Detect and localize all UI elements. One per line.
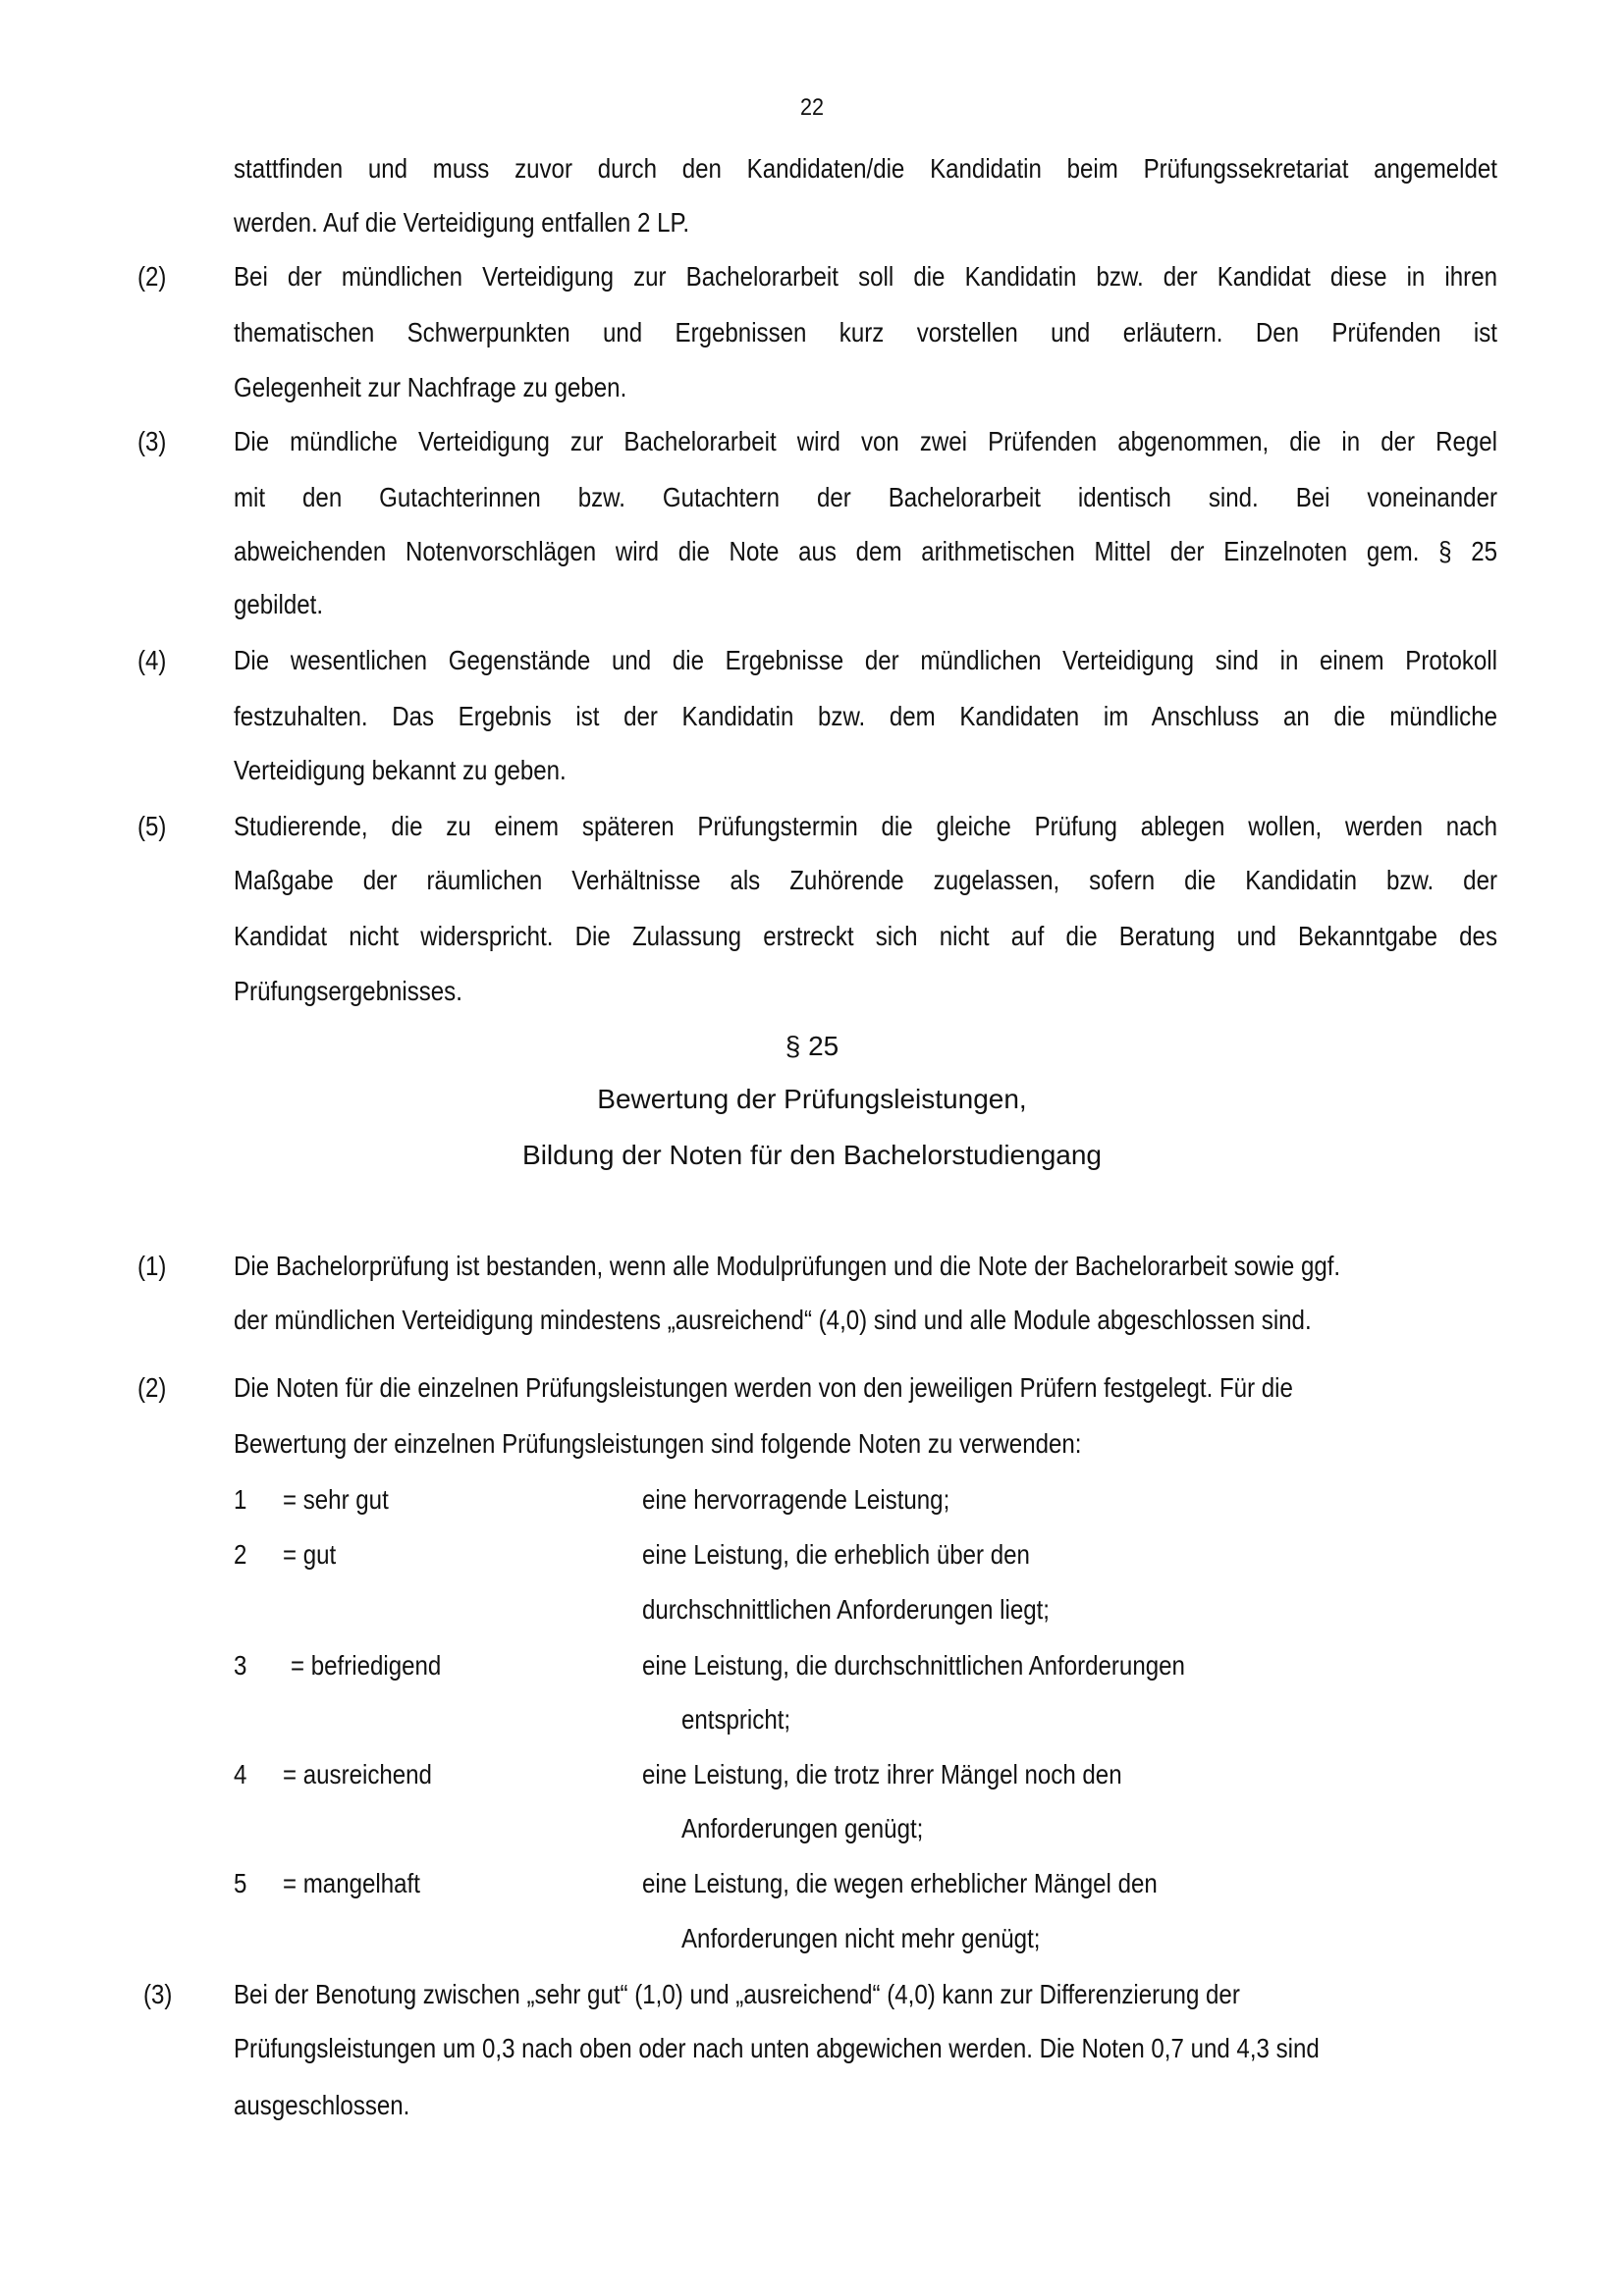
- paragraph-line: stattfinden und muss zuvor durch den Kandidaten/die Kandidatin beim Prüfungssekretariat angemeldet: [234, 153, 1497, 184]
- paragraph-line: abweichenden Notenvorschlägen wird die Note aus dem arithmetischen Mittel der Einzelnoten gem. § 25: [234, 536, 1497, 566]
- paragraph-number: (3): [137, 426, 167, 456]
- grade-label: = ausreichend: [283, 1759, 432, 1789]
- grade-description: Anforderungen nicht mehr genügt;: [681, 1923, 1041, 1953]
- paragraph-number: (4): [137, 645, 167, 675]
- paragraph-number: (1): [137, 1251, 167, 1281]
- grade-description: entspricht;: [681, 1704, 791, 1735]
- grade-number: 4: [234, 1759, 247, 1789]
- paragraph-number: (2): [137, 1372, 167, 1403]
- grade-number: 2: [234, 1539, 247, 1570]
- paragraph-line: Bei der Benotung zwischen „sehr gut“ (1,0) und „ausreichend“ (4,0) kann zur Differenzierung der: [234, 1979, 1240, 2009]
- paragraph-number: (2): [137, 261, 167, 292]
- grade-description: eine hervorragende Leistung;: [642, 1484, 950, 1515]
- paragraph-line: Die wesentlichen Gegenstände und die Ergebnisse der mündlichen Verteidigung sind in einem Protokoll: [234, 645, 1497, 675]
- paragraph-line: ausgeschlossen.: [234, 2090, 410, 2120]
- grade-label: = sehr gut: [283, 1484, 389, 1515]
- grade-description: eine Leistung, die durchschnittlichen Anforderungen: [642, 1650, 1185, 1681]
- paragraph-number: (5): [137, 811, 167, 841]
- paragraph-line: Prüfungsleistungen um 0,3 nach oben oder nach unten abgewichen werden. Die Noten 0,7 und 4,3 sind: [234, 2033, 1320, 2063]
- paragraph-line: thematischen Schwerpunkten und Ergebnissen kurz vorstellen und erläutern. Den Prüfenden ist: [234, 317, 1497, 347]
- grade-label: = mangelhaft: [283, 1868, 420, 1898]
- paragraph-line: Studierende, die zu einem späteren Prüfungstermin die gleiche Prüfung ablegen wollen, werden nach: [234, 811, 1497, 841]
- grade-description: eine Leistung, die erheblich über den: [642, 1539, 1030, 1570]
- paragraph-line: Bewertung der einzelnen Prüfungsleistungen sind folgende Noten zu verwenden:: [234, 1428, 1082, 1459]
- grade-description: eine Leistung, die trotz ihrer Mängel noch den: [642, 1759, 1122, 1789]
- paragraph-line: Die Bachelorprüfung ist bestanden, wenn alle Modulprüfungen und die Note der Bachelorarbeit sowie ggf.: [234, 1251, 1341, 1281]
- section-title-line-1: Bewertung der Prüfungsleistungen,: [597, 1084, 1027, 1114]
- paragraph-line: gebildet.: [234, 589, 324, 619]
- page-number: 22: [799, 94, 825, 121]
- paragraph-line: Die Noten für die einzelnen Prüfungsleistungen werden von den jeweiligen Prüfern festgelegt. Für die: [234, 1372, 1293, 1403]
- paragraph-line: Die mündliche Verteidigung zur Bachelorarbeit wird von zwei Prüfenden abgenommen, die in der Regel: [234, 426, 1497, 456]
- paragraph-line: werden. Auf die Verteidigung entfallen 2 LP.: [234, 207, 690, 238]
- paragraph-line: Verteidigung bekannt zu geben.: [234, 755, 567, 785]
- paragraph-line: Gelegenheit zur Nachfrage zu geben.: [234, 372, 627, 402]
- section-title-line-2: Bildung der Noten für den Bachelorstudiengang: [522, 1140, 1102, 1170]
- grade-description: durchschnittlichen Anforderungen liegt;: [642, 1594, 1050, 1625]
- grade-description: Anforderungen genügt;: [681, 1813, 924, 1843]
- paragraph-line: Kandidat nicht widerspricht. Die Zulassung erstreckt sich nicht auf die Beratung und Bekanntgabe des: [234, 921, 1497, 951]
- grade-description: eine Leistung, die wegen erheblicher Mängel den: [642, 1868, 1158, 1898]
- section-number: § 25: [785, 1031, 839, 1061]
- paragraph-line: Maßgabe der räumlichen Verhältnisse als Zuhörende zugelassen, sofern die Kandidatin bzw. der: [234, 865, 1497, 895]
- paragraph-line: mit den Gutachterinnen bzw. Gutachtern der Bachelorarbeit identisch sind. Bei voneinander: [234, 482, 1497, 512]
- grade-label: = befriedigend: [291, 1650, 442, 1681]
- grade-number: 1: [234, 1484, 247, 1515]
- grade-number: 3: [234, 1650, 247, 1681]
- grade-label: = gut: [283, 1539, 337, 1570]
- grade-number: 5: [234, 1868, 247, 1898]
- paragraph-line: Bei der mündlichen Verteidigung zur Bachelorarbeit soll die Kandidatin bzw. der Kandidat diese in ihren: [234, 261, 1497, 292]
- paragraph-line: Prüfungsergebnisses.: [234, 976, 462, 1006]
- paragraph-line: der mündlichen Verteidigung mindestens „ausreichend“ (4,0) sind und alle Module abgeschlossen sind.: [234, 1305, 1312, 1335]
- paragraph-number: (3): [143, 1979, 173, 2009]
- paragraph-line: festzuhalten. Das Ergebnis ist der Kandidatin bzw. dem Kandidaten im Anschluss an die mündliche: [234, 701, 1497, 731]
